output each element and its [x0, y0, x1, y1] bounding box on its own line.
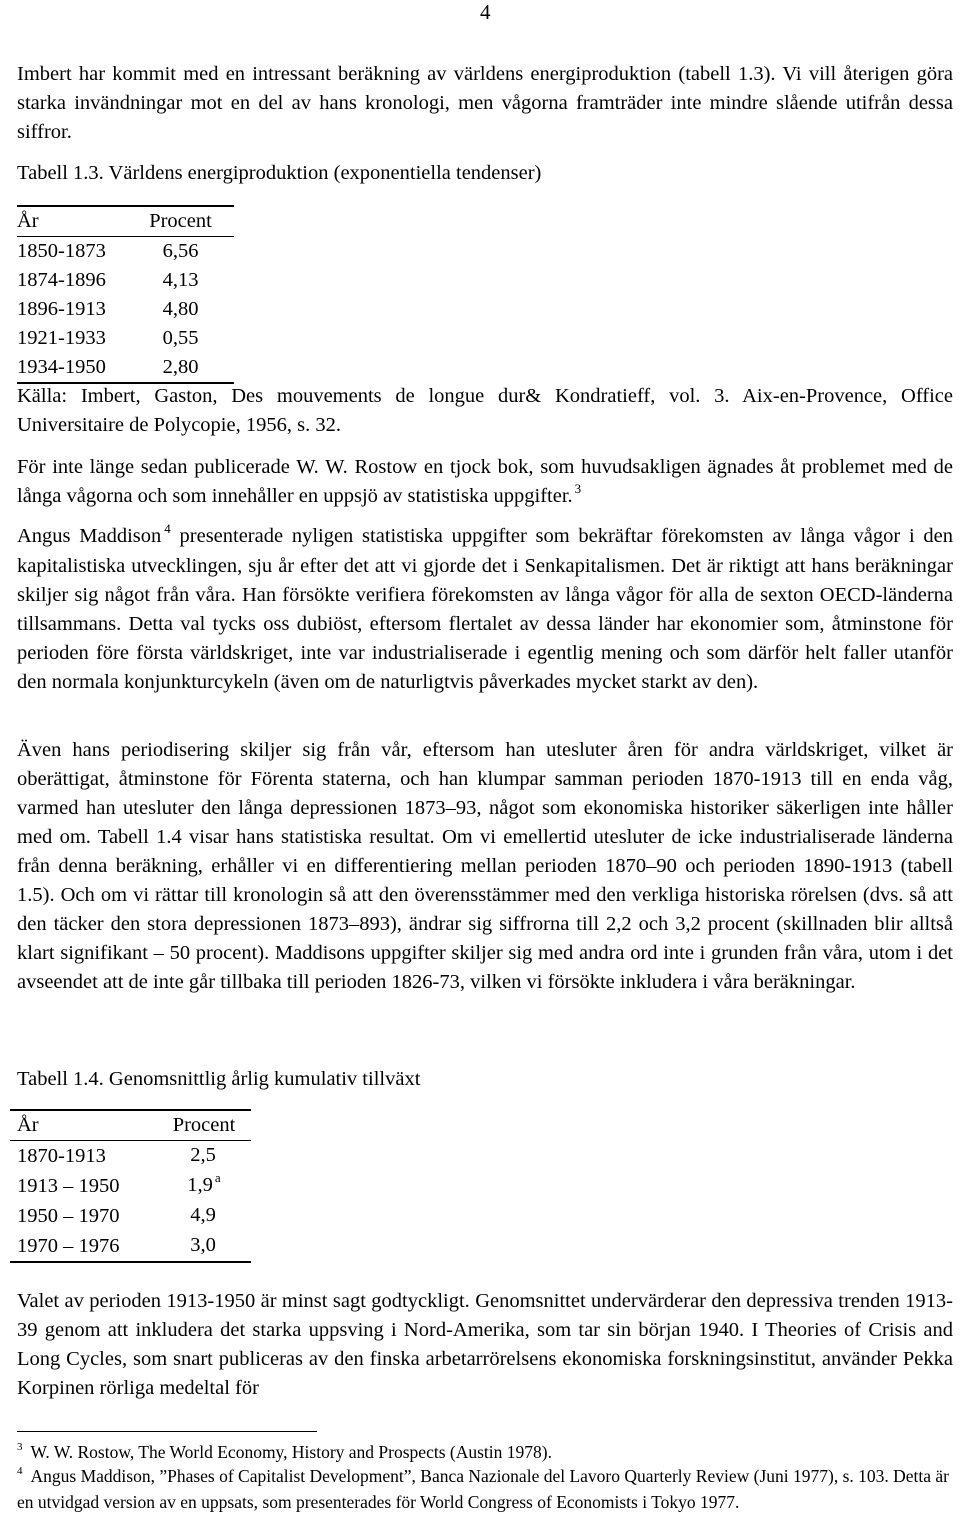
table-1-3-source: Källa: Imbert, Gaston, Des mouvements de longue dur& Kondratieff, vol. 3. Aix-en-Provence, Office Universitaire de Polycopie, 1956, s. 32.: [17, 385, 953, 436]
table-row: [17, 266, 234, 295]
table-header-row: [17, 206, 234, 237]
percent-value: 2,5: [190, 1144, 216, 1166]
column-header-year: År: [17, 206, 127, 237]
paragraph-rostow-text: För inte länge sedan publicerade W. W. Rostow en tjock bok, som huvudsakligen ägnades åt problemet med de långa vågorna och som innehåller en uppsjö av statistiska uppgifter.: [17, 456, 953, 507]
percent-cell: 4,13: [162, 269, 199, 291]
percent-cell: [157, 1171, 251, 1201]
paragraph-maddison: [17, 522, 953, 697]
table-header-row: [10, 1110, 251, 1141]
year-cell: 1921-1933: [17, 327, 106, 349]
table-1-3-caption: Tabell 1.3. Världens energiproduktion (exponentiella tendenser): [17, 162, 542, 184]
percent-cell: 0,55: [162, 327, 199, 349]
table-row: [10, 1231, 251, 1262]
table-row: [10, 1201, 251, 1231]
footnote-ref-4: 4: [164, 521, 171, 536]
percent-cell: 2,80: [127, 353, 234, 383]
paragraph-maddison-name: Angus Maddison: [17, 525, 162, 547]
paragraph-imbert: Imbert har kommit med en intressant beräkning av världens energiproduktion (tabell 1.3). Vi vill återigen göra starka invändningar mot en del av hans kronologi, men vågorna framträder inte mindre slående utifrån dessa siffror.: [17, 63, 953, 143]
paragraph-periodisering: Även hans periodisering skiljer sig från vår, eftersom han utesluter åren för andra världskriget, vilket är oberättigat, åtminstone för Förenta staterna, och han klumpar samman perioden 1870-1913 till en enda våg, varmed han utesluter den långa depressionen 1873–93, något som ekonomiska historiker säkerligen inte håller med om. Tabell 1.4 visar hans statistiska resultat. Om vi emellertid utesluter de icke industrialiserade länderna från denna beräkning, erhåller vi en differentiering mellan perioden 1870–90 och perioden 1890-1913 (tabell 1.5). Och om vi rättar till kronologin så att den överensstämmer med den verkliga historiska rörelsen (dvs. så att den täcker den stora depressionen 1873–893), ändrar sig siffrorna till 2,2 och 3,2 procent (skillnaden blir alltså klart signifikant – 50 procent). Maddisons uppgifter skiljer sig med andra ord inte i grunden från våra, utom i det avseendet att de inte går tillbaka till perioden 1826-73, vilken vi försökte inkludera i våra beräkningar.: [17, 739, 953, 993]
footnote-marker: 3: [17, 1441, 23, 1453]
footnote-marker: 4: [17, 1465, 23, 1477]
year-cell: 1950 – 1970: [17, 1204, 120, 1227]
table-row: [10, 1171, 251, 1201]
paragraph-rostow: [17, 453, 953, 512]
percent-note-marker: a: [214, 1170, 221, 1185]
year-cell: 1850-1873: [17, 240, 106, 262]
percent-value: 3,0: [190, 1234, 216, 1256]
table-row: [10, 1141, 251, 1172]
percent-cell: 4,80: [162, 298, 199, 320]
table-1-4: [10, 1109, 251, 1263]
year-cell: 1934-1950: [17, 353, 127, 383]
footnote-text: W. W. Rostow, The World Economy, History and Prospects (Austin 1978).: [30, 1442, 552, 1462]
table-row: [17, 295, 234, 324]
percent-value: 1,9: [187, 1174, 213, 1196]
table-row: [17, 324, 234, 353]
year-cell: 1896-1913: [17, 298, 106, 320]
percent-value: 4,9: [190, 1204, 216, 1226]
table-row: [17, 237, 234, 267]
page-number: 4: [480, 0, 491, 24]
paragraph-valet: Valet av perioden 1913-1950 är minst sagt godtyckligt. Genomsnittet undervärderar den depressiva trenden 1913-39 genom att inkludera det starka uppsving i Nord-Amerika, som tar sin början 1940. I Theories of Crisis and Long Cycles, som snart publiceras av den finska arbetarrörelsens ekonomiska forskningsinstitut, använder Pekka Korpinen rörliga medeltal för: [17, 1290, 953, 1399]
percent-cell: [157, 1141, 251, 1172]
year-cell: 1870-1913: [17, 1144, 106, 1167]
footnote-text: Angus Maddison, ”Phases of Capitalist Development”, Banca Nazionale del Lavoro Quarterly Review (Juni 1977), s. 103. Detta är en utvidgad version av en uppsats, som presenterades för World Congress of Economists i Tokyo 1977.: [17, 1466, 950, 1512]
footnote-divider: [17, 1431, 317, 1432]
percent-cell: [157, 1201, 251, 1231]
footnote-ref-3: 3: [574, 481, 582, 496]
year-cell: 1970 – 1976: [10, 1231, 157, 1262]
year-cell: 1913 – 1950: [17, 1174, 120, 1197]
footnote-4: [17, 1465, 953, 1514]
column-header-percent: Procent: [157, 1110, 251, 1141]
table-row: [17, 353, 234, 383]
percent-cell: 6,56: [162, 240, 199, 262]
table-1-4-caption: Tabell 1.4. Genomsnittlig årlig kumulativ tillväxt: [17, 1068, 421, 1090]
footnote-3: [17, 1441, 953, 1467]
table-1-3: [17, 205, 234, 384]
column-header-year: År: [10, 1110, 157, 1141]
column-header-percent: Procent: [127, 206, 234, 237]
percent-cell: [157, 1231, 251, 1262]
paragraph-maddison-text: presenterade nyligen statistiska uppgifter som bekräftar förekomsten av långa vågor i den kapitalistiska utvecklingen, sju år efter det att vi gjorde det i Senkapitalismen. Det är riktigt att hans beräkningar skiljer sig något från våra. Han försökte verifiera förekomsten av långa vågor för alla de sexton OECD-länderna tillsammans. Detta val tycks oss dubiöst, eftersom flertalet av dessa länder har ekonomier som, åtminstone för perioden före första världskriget, inte var industrialiserade i egentlig mening och som därför helt faller utanför den normala konjunkturcykeln (även om de naturligtvis påverkades mycket starkt av den).: [17, 525, 953, 693]
year-cell: 1874-1896: [17, 269, 106, 291]
